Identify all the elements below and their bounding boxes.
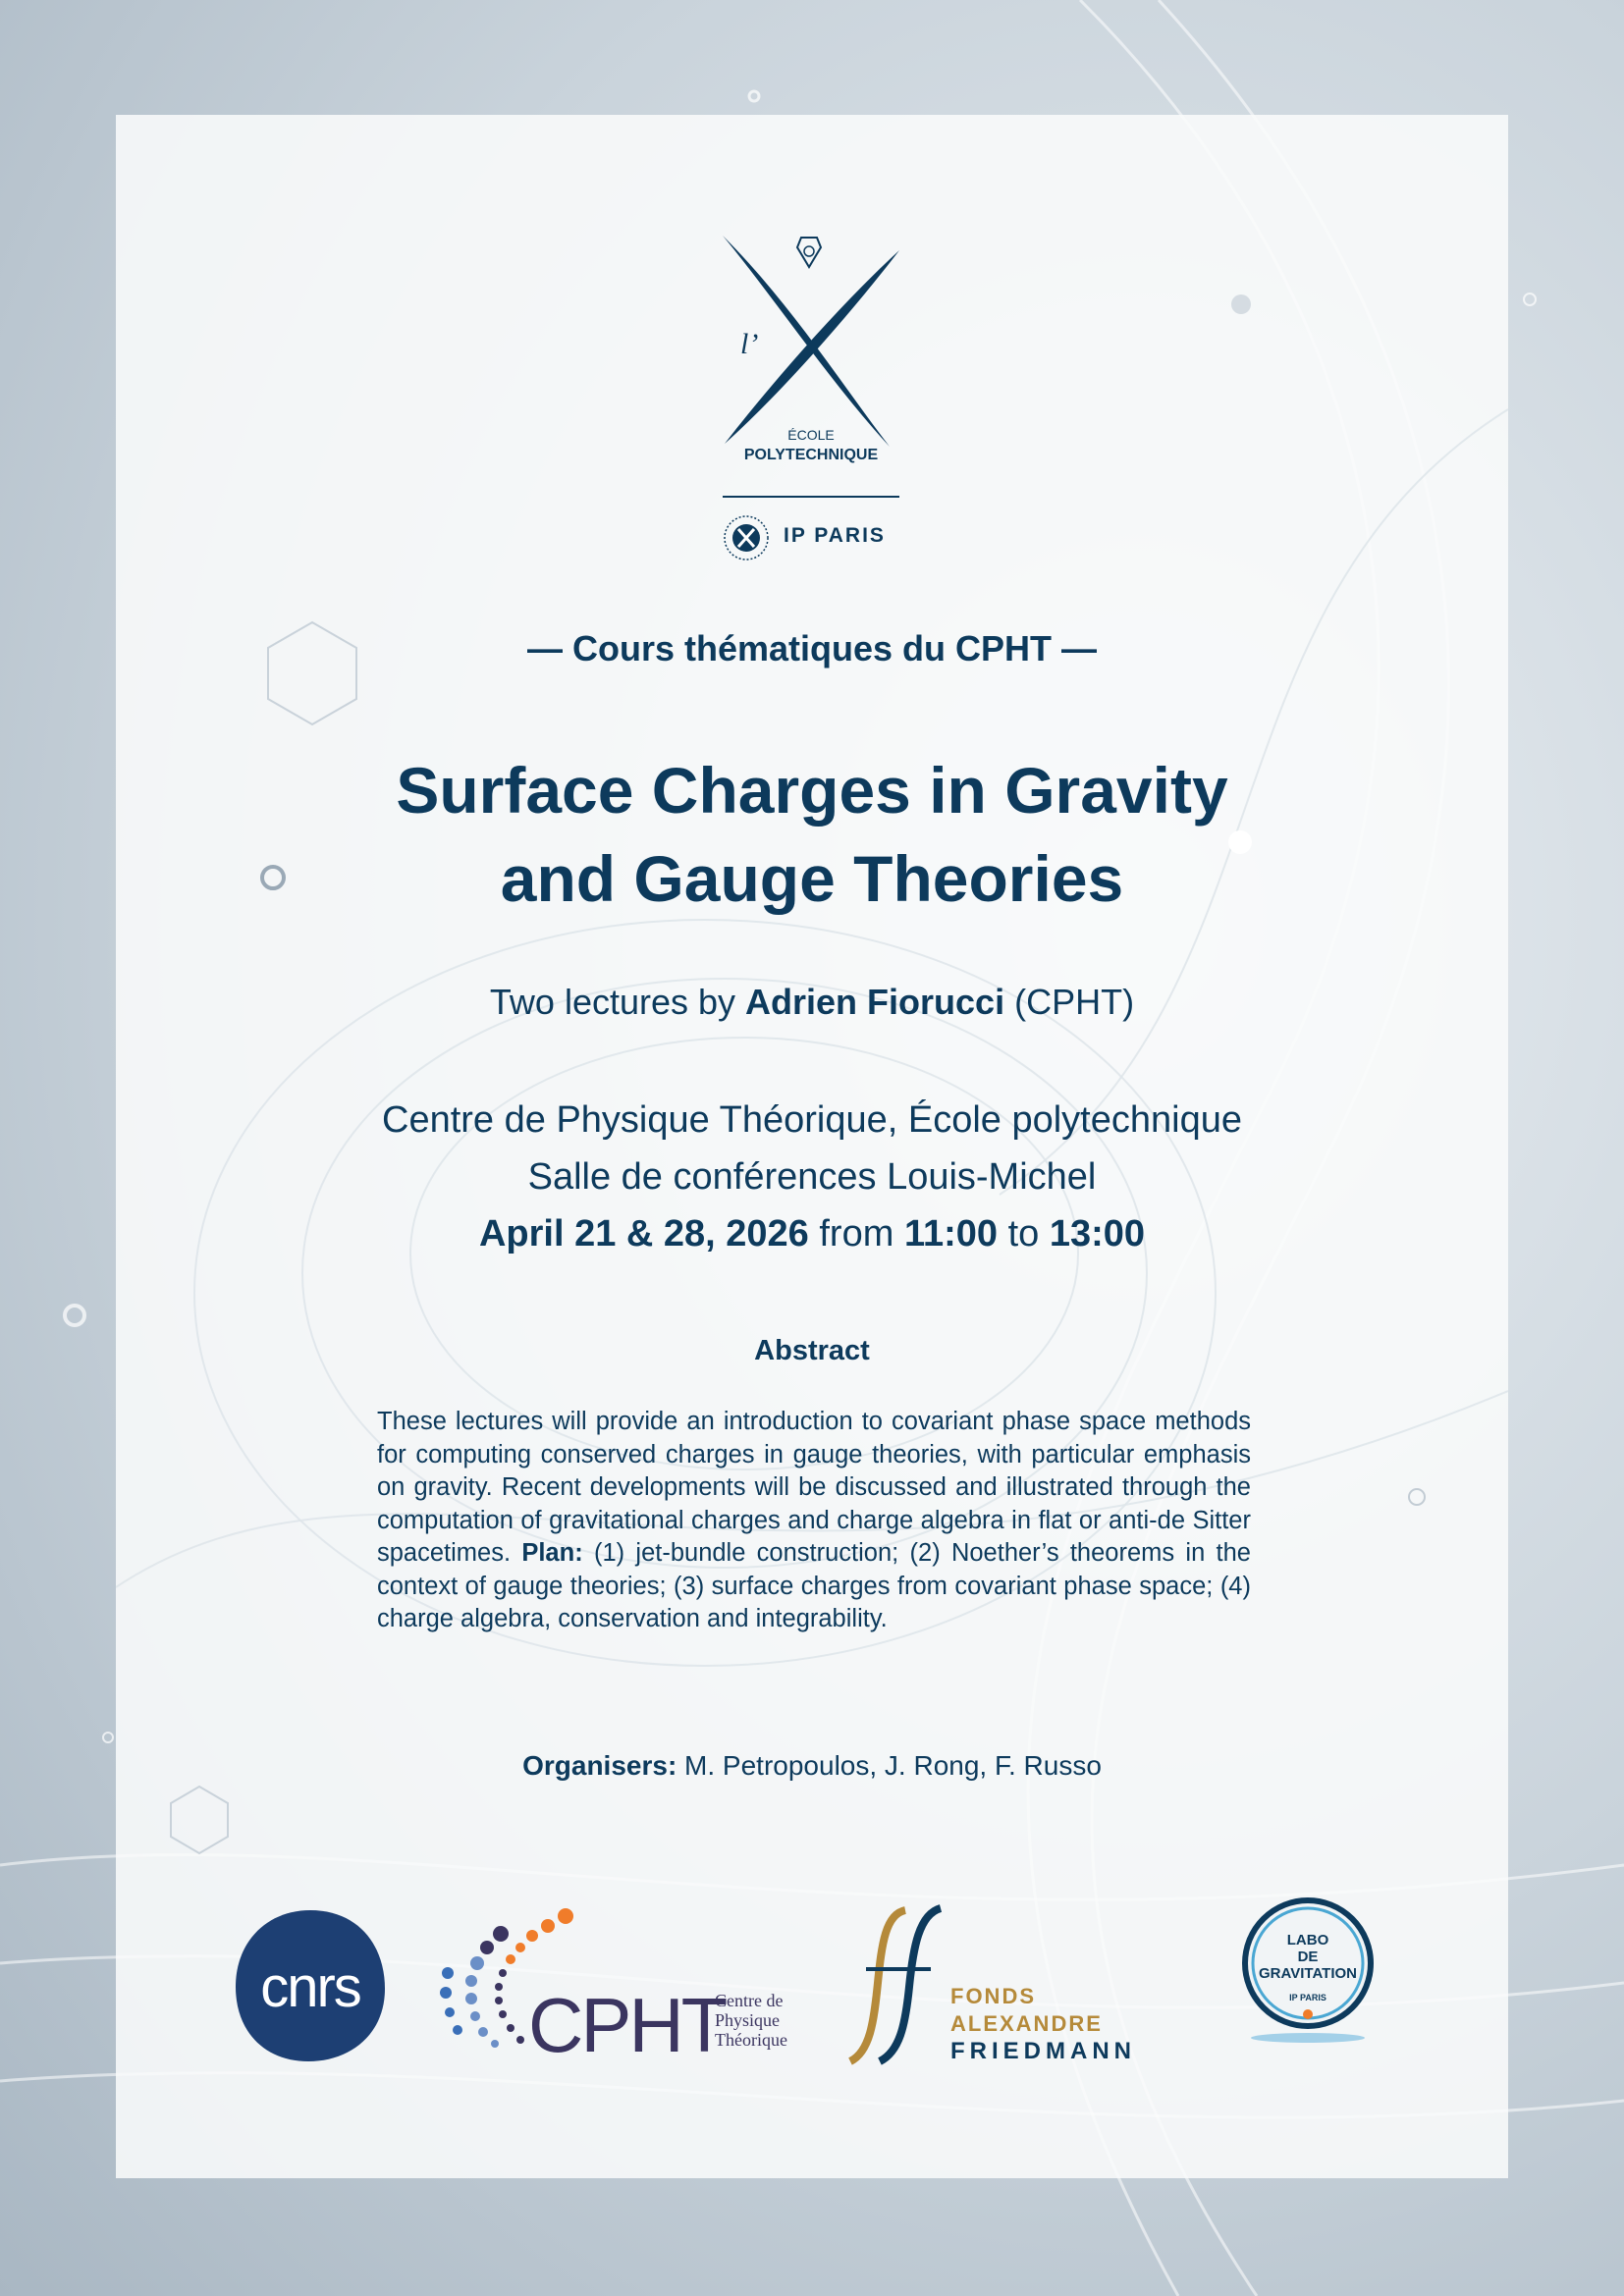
- labo-line-3: GRAVITATION: [1259, 1965, 1357, 1982]
- venue-block: [116, 1092, 1508, 1262]
- cnrs-logo: [232, 1902, 389, 2069]
- cpht-wordmark: CPHT: [528, 1982, 726, 2068]
- ip-paris-logo: [721, 512, 917, 563]
- ecole-polytechnique-logo: [713, 226, 909, 471]
- ecole-line2: POLYTECHNIQUE: [743, 447, 879, 463]
- hexagon-decoration: [171, 1787, 228, 1853]
- organisers-names: M. Petropoulos, J. Rong, F. Russo: [677, 1750, 1102, 1781]
- lecturer-name: Adrien Fiorucci: [745, 982, 1005, 1022]
- venue-line-1: Centre de Physique Théorique, École polytechnique: [382, 1099, 1242, 1141]
- cpht-sub-line-1: Centre de: [715, 1991, 784, 2010]
- from-word: from: [808, 1213, 904, 1255]
- cpht-sub-line-3: Théorique: [715, 2030, 787, 2050]
- logo-divider: [723, 496, 899, 498]
- plan-label: Plan:: [521, 1539, 583, 1567]
- abstract-body: [377, 1406, 1251, 1636]
- abstract-heading: Abstract: [754, 1335, 870, 1366]
- labo-line-2: DE: [1297, 1949, 1319, 1965]
- ip-paris-label: IP PARIS: [784, 524, 886, 547]
- x-prefix: l’: [740, 328, 759, 360]
- end-time: 13:00: [1049, 1213, 1146, 1255]
- cpht-subtitle: [715, 1991, 787, 2050]
- ff-monogram-icon: [848, 1904, 956, 2066]
- organisers-line: [116, 1750, 1508, 1782]
- faf-line-1: FONDS ALEXANDRE: [950, 1984, 1103, 2036]
- title-line-2: and Gauge Theories: [500, 842, 1124, 915]
- event-dates: April 21 & 28, 2026: [478, 1213, 809, 1255]
- faf-line-2: FRIEDMANN: [950, 2038, 1136, 2064]
- ip-paris-seal-icon: [721, 512, 776, 563]
- labo-ip-paris: IP PARIS: [1289, 1993, 1326, 2002]
- plan-text: (1) jet-bundle construction; (2) Noether’s theorems in the context of gauge theories; (3) surface charges from covariant phase space; (4) charge algebra, conservation and integrability.: [377, 1539, 1251, 1632]
- title-line-1: Surface Charges in Gravity: [396, 754, 1228, 827]
- labo-line-1: LABO: [1286, 1932, 1329, 1949]
- lecturer-affiliation: (CPHT): [1004, 982, 1135, 1022]
- cpht-logo: [438, 1904, 801, 2071]
- labo-text: [1239, 1932, 1377, 1982]
- date-time-line: [116, 1205, 1508, 1262]
- abstract-text: These lectures will provide an introduction to covariant phase space methods for computing conserved charges in gauge theories, with particular emphasis on gravity. Recent developments will be discussed and illustrated through the computation of gravitational charges and charge algebra in flat or anti-de Sitter spacetimes.: [377, 1408, 1251, 1567]
- faf-text: [950, 1983, 1182, 2065]
- organisers-label: Organisers:: [522, 1750, 677, 1781]
- fonds-alexandre-friedmann-logo: [848, 1904, 1182, 2066]
- to-word: to: [998, 1213, 1050, 1255]
- labo-de-gravitation-logo: [1239, 1895, 1386, 2052]
- start-time: 11:00: [903, 1213, 999, 1255]
- cpht-sub-line-2: Physique: [715, 2010, 781, 2030]
- page-title: [116, 746, 1508, 923]
- cnrs-wordmark: cnrs: [260, 1955, 360, 2019]
- lecturer-line: [116, 982, 1508, 1023]
- ecole-line1: ÉCOLE: [787, 427, 835, 443]
- series-title: — Cours thématiques du CPHT —: [526, 628, 1098, 668]
- venue-line-2: Salle de conférences Louis-Michel: [527, 1156, 1097, 1198]
- crest-icon: [797, 238, 821, 267]
- lecturer-prefix: Two lectures by: [489, 982, 746, 1022]
